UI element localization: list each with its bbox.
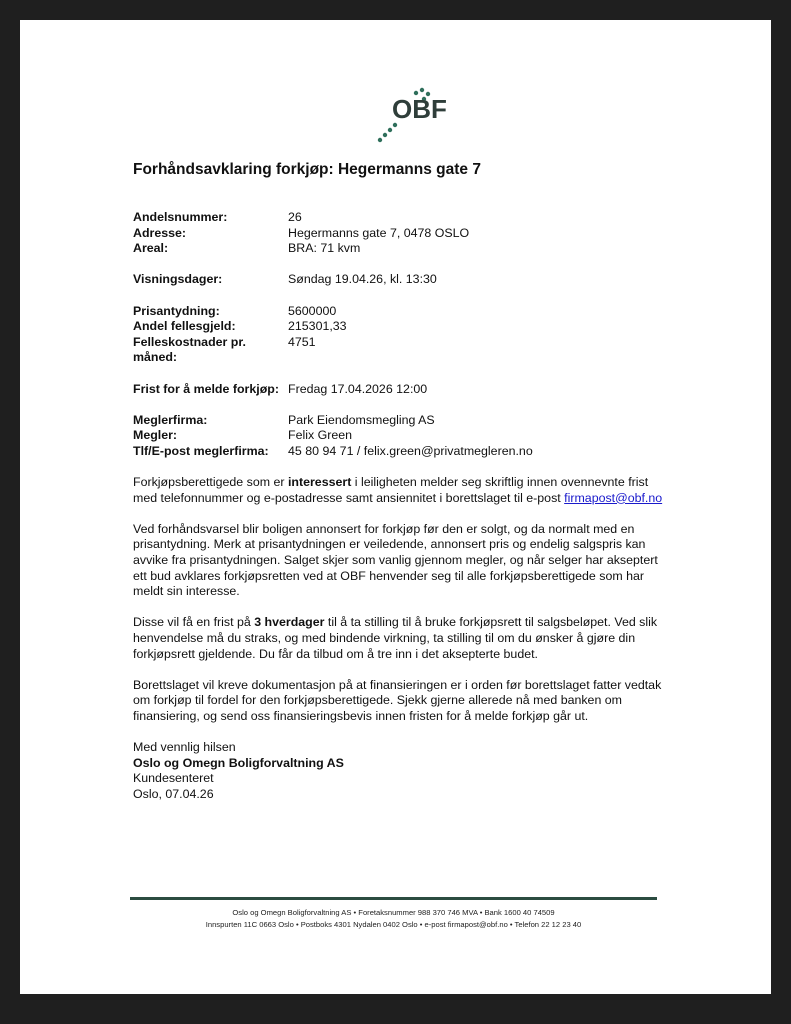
info-value: Park Eiendomsmegling AS [288,412,435,427]
greeting: Med vennlig hilsen [133,740,236,755]
info-value: 26 [288,210,302,224]
document-page [20,20,771,994]
info-row [133,413,673,429]
signature [133,740,673,802]
paragraph-deadline: Disse vil få en frist på 3 hverdager til å ta stilling til å bruke forkjøpsrett til salgsbeløpet. Ved slik henvendelse må du straks, og med bindende virkning, ta stilling til om du ønsker å gjøre din forkjøpsrett gjeldende. Du får da tilbud om å tre inn i det aksepterte budet. [133,615,658,661]
page-title: Forhåndsavklaring forkjøp: Hegermanns gate 7 [133,161,481,178]
info-label: Areal: [133,241,169,256]
info-label: Visningsdager: [133,272,223,287]
footer-divider [130,897,657,900]
info-value: 215301,33 [288,319,347,334]
info-row [133,241,673,257]
footer-line-1: Oslo og Omegn Boligforvaltning AS • Foretaksnummer 988 370 746 MVA • Bank 1600 40 74509 [232,908,555,917]
info-label: Megler: [133,428,178,443]
info-value: BRA: 71 kvm [288,241,361,256]
place-date: Oslo, 07.04.26 [133,786,214,801]
info-row [133,382,673,398]
info-label: Adresse: [133,225,187,240]
info-row [133,272,673,288]
info-label: Andel fellesgjeld: [133,319,236,334]
info-value: Felix Green [288,428,353,443]
info-label: Meglerfirma: [133,412,208,427]
email-link[interactable]: firmapost@obf.no [564,490,663,505]
letter-body [133,160,673,803]
property-info [133,210,673,475]
info-label: Felleskostnader pr. måned: [133,334,246,365]
info-label: Andelsnummer: [133,210,228,224]
info-row [133,444,673,460]
info-label: Prisantydning: [133,303,220,318]
obf-logo-text: OBF [392,94,447,124]
footer-line-2: Innspurten 11C 0663 Oslo • Postboks 4301 Nydalen 0402 Oslo • e-post firmapost@obf.no • Telefon 22 12 23 40 [205,920,582,929]
info-value: 5600000 [288,303,337,318]
info-value: Fredag 17.04.2026 12:00 [288,381,428,396]
paragraph-preannouncement: Ved forhåndsvarsel blir boligen annonsert for forkjøp før den er solgt, og da normalt med en prisantydning. Merk at prisantydningen er veiledende, annonsert pris og endelig salgspris kan avvike fra prisantydningen. Salget skjer som vanlig gjennom megler, og når selger har akseptert ett bud avklares forkjøpsretten ved at OBF henvender seg til alle forkjøpsberettigede som har meldt sin interesse. [133,521,658,599]
paragraph-interest: Forkjøpsberettigede som er interessert i leiligheten melder seg skriftlig innen ovennevnte frist med telefonnummer og e-postadresse samt ansiennitet i borettslaget til e-post firmapost@obf.no [133,475,663,505]
info-value: Søndag 19.04.26, kl. 13:30 [288,272,437,287]
info-row [133,335,673,366]
department: Kundesenteret [133,771,214,786]
footer [130,907,657,931]
info-row [133,428,673,444]
info-value: 45 80 94 71 / felix.green@privatmegleren.no [288,443,533,458]
info-value: 4751 [288,334,316,349]
company-name: Oslo og Omegn Boligforvaltning AS [133,755,344,770]
info-row [133,319,673,335]
info-label: Tlf/E-post meglerfirma: [133,443,269,458]
info-label: Frist for å melde forkjøp: [133,381,279,396]
info-row [133,226,673,242]
info-value: Hegermanns gate 7, 0478 OSLO [288,225,470,240]
paragraph-financing: Borettslaget vil kreve dokumentasjon på at finansieringen er i orden før borettslaget fatter vedtak om forkjøp til fordel for den forkjøpsberettigede. Sjekk gjerne allerede nå med banken om finansiering, og send oss finansieringsbevis innen fristen for å melde forkjøp går ut. [133,677,662,723]
info-row [133,210,673,226]
info-row [133,304,673,320]
